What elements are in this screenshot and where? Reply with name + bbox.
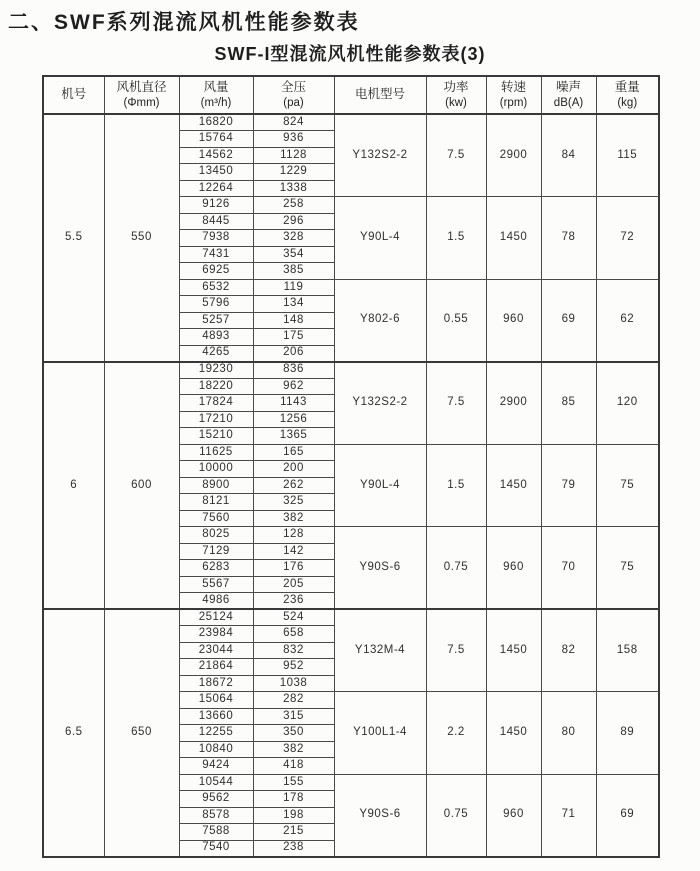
flow-cell: 12264 (179, 180, 253, 197)
flow-cell: 13660 (179, 708, 253, 725)
pressure-cell: 1128 (253, 147, 334, 164)
col-header-unit: (kw) (445, 96, 467, 109)
flow-cell: 17824 (179, 395, 253, 412)
flow-cell: 9562 (179, 791, 253, 808)
motor-model-cell: Y100L1-4 (334, 692, 426, 775)
flow-cell: 6283 (179, 560, 253, 577)
pressure-cell: 1143 (253, 395, 334, 412)
flow-cell: 14562 (179, 147, 253, 164)
power-cell: 0.55 (426, 279, 486, 362)
flow-cell: 4986 (179, 593, 253, 610)
flow-cell: 21864 (179, 659, 253, 676)
weight-cell: 72 (596, 197, 659, 280)
col-header-label: 全压 (280, 80, 306, 94)
col-header-diameter (104, 76, 179, 114)
pressure-cell: 952 (253, 659, 334, 676)
pressure-cell: 658 (253, 626, 334, 643)
pressure-cell: 236 (253, 593, 334, 610)
noise-cell: 71 (541, 774, 596, 857)
col-header-pressure (253, 76, 334, 114)
diameter-cell: 600 (104, 362, 179, 610)
pressure-cell: 205 (253, 576, 334, 593)
power-cell: 7.5 (426, 609, 486, 692)
col-header-noise (541, 76, 596, 114)
pressure-cell: 524 (253, 609, 334, 626)
pressure-cell: 1038 (253, 675, 334, 692)
flow-cell: 7938 (179, 230, 253, 247)
flow-cell: 5257 (179, 312, 253, 329)
machine-no-cell: 6.5 (43, 609, 104, 857)
table-row (43, 114, 659, 131)
pressure-cell: 1256 (253, 411, 334, 428)
col-header-label: 风量 (203, 80, 229, 94)
pressure-cell: 354 (253, 246, 334, 263)
pressure-cell: 325 (253, 494, 334, 511)
pressure-cell: 1338 (253, 180, 334, 197)
pressure-cell: 962 (253, 378, 334, 395)
noise-cell: 79 (541, 444, 596, 527)
pressure-cell: 350 (253, 725, 334, 742)
flow-cell: 7560 (179, 510, 253, 527)
pressure-cell: 119 (253, 279, 334, 296)
speed-cell: 2900 (486, 114, 541, 197)
table-row (43, 609, 659, 626)
pressure-cell: 134 (253, 296, 334, 313)
pressure-cell: 206 (253, 345, 334, 362)
flow-cell: 7431 (179, 246, 253, 263)
pressure-cell: 296 (253, 213, 334, 230)
pressure-cell: 1365 (253, 428, 334, 445)
col-header-unit: (rpm) (499, 96, 528, 109)
col-header-label: 重量 (614, 80, 640, 94)
noise-cell: 78 (541, 197, 596, 280)
flow-cell: 15764 (179, 131, 253, 148)
flow-cell: 9424 (179, 758, 253, 775)
table-header-row (43, 76, 659, 114)
flow-cell: 8025 (179, 527, 253, 544)
col-header-weight (596, 76, 659, 114)
speed-cell: 2900 (486, 362, 541, 445)
flow-cell: 23044 (179, 642, 253, 659)
flow-cell: 7129 (179, 543, 253, 560)
flow-cell: 18220 (179, 378, 253, 395)
weight-cell: 120 (596, 362, 659, 445)
flow-cell: 5796 (179, 296, 253, 313)
pressure-cell: 382 (253, 741, 334, 758)
pressure-cell: 418 (253, 758, 334, 775)
col-header-power (426, 76, 486, 114)
flow-cell: 7540 (179, 840, 253, 857)
col-header-motor-model (334, 76, 426, 114)
power-cell: 1.5 (426, 197, 486, 280)
col-header-unit: dB(A) (553, 96, 584, 109)
motor-model-cell: Y132M-4 (334, 609, 426, 692)
pressure-cell: 836 (253, 362, 334, 379)
motor-model-cell: Y132S2-2 (334, 362, 426, 445)
col-header-label: 风机直径 (116, 80, 167, 94)
speed-cell: 960 (486, 527, 541, 610)
col-header-speed (486, 76, 541, 114)
pressure-cell: 176 (253, 560, 334, 577)
flow-cell: 19230 (179, 362, 253, 379)
pressure-cell: 315 (253, 708, 334, 725)
flow-cell: 8900 (179, 477, 253, 494)
flow-cell: 10000 (179, 461, 253, 478)
motor-model-cell: Y90L-4 (334, 444, 426, 527)
power-cell: 7.5 (426, 114, 486, 197)
pressure-cell: 832 (253, 642, 334, 659)
col-header-label: 电机型号 (354, 87, 405, 102)
speed-cell: 960 (486, 774, 541, 857)
speed-cell: 1450 (486, 609, 541, 692)
flow-cell: 11625 (179, 444, 253, 461)
pressure-cell: 238 (253, 840, 334, 857)
pressure-cell: 128 (253, 527, 334, 544)
fan-performance-table (42, 75, 660, 858)
power-cell: 0.75 (426, 774, 486, 857)
col-header-label: 机号 (61, 87, 87, 102)
pressure-cell: 165 (253, 444, 334, 461)
power-cell: 0.75 (426, 527, 486, 610)
machine-no-cell: 5.5 (43, 114, 104, 362)
power-cell: 7.5 (426, 362, 486, 445)
pressure-cell: 282 (253, 692, 334, 709)
pressure-cell: 262 (253, 477, 334, 494)
flow-cell: 10840 (179, 741, 253, 758)
flow-cell: 4893 (179, 329, 253, 346)
pressure-cell: 328 (253, 230, 334, 247)
diameter-cell: 650 (104, 609, 179, 857)
pressure-cell: 824 (253, 114, 334, 131)
pressure-cell: 148 (253, 312, 334, 329)
power-cell: 1.5 (426, 444, 486, 527)
flow-cell: 8121 (179, 494, 253, 511)
weight-cell: 158 (596, 609, 659, 692)
speed-cell: 960 (486, 279, 541, 362)
pressure-cell: 382 (253, 510, 334, 527)
flow-cell: 23984 (179, 626, 253, 643)
pressure-cell: 385 (253, 263, 334, 280)
pressure-cell: 1229 (253, 164, 334, 181)
power-cell: 2.2 (426, 692, 486, 775)
flow-cell: 6925 (179, 263, 253, 280)
weight-cell: 75 (596, 444, 659, 527)
flow-cell: 4265 (179, 345, 253, 362)
flow-cell: 16820 (179, 114, 253, 131)
col-header-unit: (Φmm) (123, 96, 160, 109)
pressure-cell: 258 (253, 197, 334, 214)
weight-cell: 69 (596, 774, 659, 857)
flow-cell: 15210 (179, 428, 253, 445)
noise-cell: 80 (541, 692, 596, 775)
motor-model-cell: Y90S-6 (334, 774, 426, 857)
col-header-unit: (m³/h) (200, 96, 232, 109)
noise-cell: 70 (541, 527, 596, 610)
weight-cell: 62 (596, 279, 659, 362)
flow-cell: 7588 (179, 824, 253, 841)
flow-cell: 17210 (179, 411, 253, 428)
noise-cell: 69 (541, 279, 596, 362)
weight-cell: 115 (596, 114, 659, 197)
flow-cell: 25124 (179, 609, 253, 626)
pressure-cell: 142 (253, 543, 334, 560)
motor-model-cell: Y132S2-2 (334, 114, 426, 197)
machine-no-cell: 6 (43, 362, 104, 610)
flow-cell: 12255 (179, 725, 253, 742)
flow-cell: 8445 (179, 213, 253, 230)
pressure-cell: 936 (253, 131, 334, 148)
col-header-label: 噪声 (555, 80, 581, 94)
col-header-label: 功率 (443, 80, 469, 94)
noise-cell: 85 (541, 362, 596, 445)
pressure-cell: 200 (253, 461, 334, 478)
flow-cell: 9126 (179, 197, 253, 214)
pressure-cell: 215 (253, 824, 334, 841)
pressure-cell: 175 (253, 329, 334, 346)
flow-cell: 18672 (179, 675, 253, 692)
pressure-cell: 198 (253, 807, 334, 824)
table-row (43, 362, 659, 379)
col-header-unit: (kg) (617, 96, 638, 109)
flow-cell: 6532 (179, 279, 253, 296)
motor-model-cell: Y802-6 (334, 279, 426, 362)
col-header-flow (179, 76, 253, 114)
diameter-cell: 550 (104, 114, 179, 362)
weight-cell: 75 (596, 527, 659, 610)
page-title: 二、SWF系列混流风机性能参数表 (8, 11, 360, 34)
col-header-unit: (pa) (283, 96, 304, 109)
speed-cell: 1450 (486, 444, 541, 527)
noise-cell: 84 (541, 114, 596, 197)
flow-cell: 15064 (179, 692, 253, 709)
flow-cell: 5567 (179, 576, 253, 593)
flow-cell: 10544 (179, 774, 253, 791)
weight-cell: 89 (596, 692, 659, 775)
noise-cell: 82 (541, 609, 596, 692)
flow-cell: 13450 (179, 164, 253, 181)
flow-cell: 8578 (179, 807, 253, 824)
motor-model-cell: Y90L-4 (334, 197, 426, 280)
speed-cell: 1450 (486, 197, 541, 280)
pressure-cell: 155 (253, 774, 334, 791)
pressure-cell: 178 (253, 791, 334, 808)
table-title: SWF-I型混流风机性能参数表(3) (214, 44, 486, 64)
speed-cell: 1450 (486, 692, 541, 775)
col-header-machine-no (43, 76, 104, 114)
col-header-label: 转速 (500, 80, 526, 94)
motor-model-cell: Y90S-6 (334, 527, 426, 610)
